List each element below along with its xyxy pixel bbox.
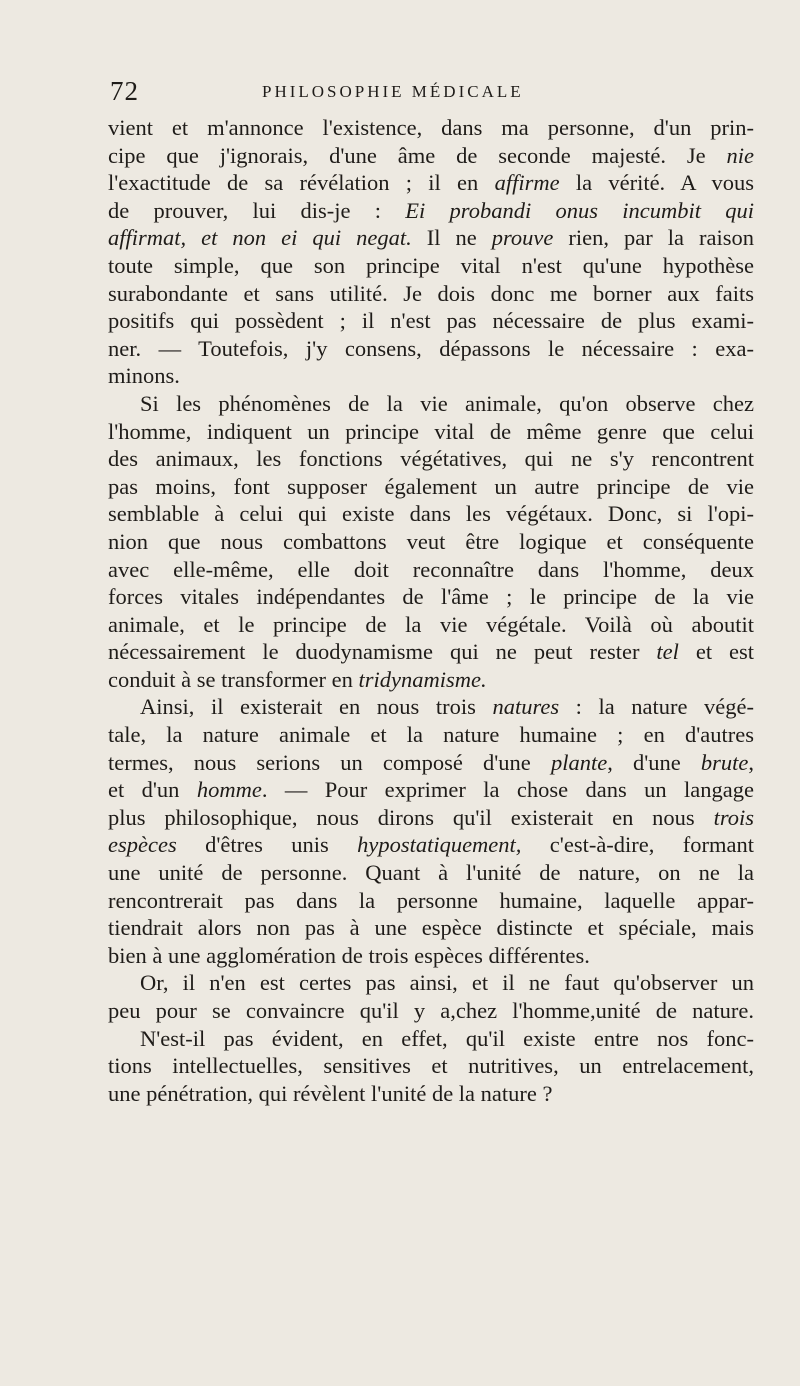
text-segment: minons. <box>108 363 180 389</box>
running-title: PHILOSOPHIE MÉDICALE <box>262 82 524 101</box>
text-line <box>108 611 754 639</box>
text-segment: toute simple, que son principe vital n'est qu'une hypothèse <box>108 252 754 278</box>
text-segment: l'homme, indiquent un principe vital de même genre que celui <box>108 418 754 444</box>
text-line <box>108 583 754 611</box>
italic-text: affirme <box>494 170 560 196</box>
italic-text: tel <box>656 639 679 665</box>
text-segment: Il ne <box>411 225 492 251</box>
text-segment: conduit à se transformer en <box>108 666 359 692</box>
italic-text: trois <box>713 804 754 830</box>
body-text <box>108 114 754 1107</box>
italic-text: hypostatiquement, <box>357 832 522 858</box>
text-segment: Or, il n'en est certes pas ainsi, et il ne faut qu'observer un <box>140 970 754 996</box>
text-segment: animale, et le principe de la vie végétale. Voilà où aboutit <box>108 611 754 637</box>
text-line <box>108 556 754 584</box>
text-segment: d'êtres unis <box>176 832 358 858</box>
page-header <box>110 76 754 106</box>
text-line <box>108 1025 754 1053</box>
text-line <box>108 969 754 997</box>
text-segment: . — Pour exprimer la chose dans un langage <box>261 777 754 803</box>
text-line <box>108 721 754 749</box>
italic-text: tridynamisme. <box>358 666 487 692</box>
text-segment: et est <box>678 639 754 665</box>
text-line <box>108 473 754 501</box>
text-line <box>108 335 754 363</box>
italic-text: homme <box>196 777 262 803</box>
text-segment: nécessairement le duodynamisme qui ne peut rester <box>108 639 657 665</box>
text-segment: : la nature végé- <box>559 694 754 720</box>
text-segment: , d'une <box>607 749 701 775</box>
text-line <box>108 1080 754 1108</box>
text-line <box>108 804 754 832</box>
text-segment: semblable à celui qui existe dans les végétaux. Donc, si l'opi- <box>108 501 754 527</box>
text-segment: tions intellectuelles, sensitives et nutritives, un entrelacement, <box>108 1053 754 1079</box>
text-line <box>108 887 754 915</box>
italic-text: natures <box>492 694 560 720</box>
text-segment: c'est-à-dire, formant <box>521 832 754 858</box>
text-line <box>108 169 754 197</box>
text-segment: l'exactitude de sa révélation ; il en <box>108 170 495 196</box>
text-segment: une unité de personne. Quant à l'unité de nature, on ne la <box>108 860 754 886</box>
text-line <box>108 500 754 528</box>
text-segment: ner. — Toutefois, j'y consens, dépassons le nécessaire : exa- <box>108 335 754 361</box>
italic-text: affirmat, et non ei qui negat. <box>108 225 412 251</box>
text-segment: et d'un <box>108 777 197 803</box>
text-line <box>108 252 754 280</box>
text-segment: termes, nous serions un composé d'une <box>108 749 551 775</box>
text-segment: N'est-il pas évident, en effet, qu'il existe entre nos fonc- <box>140 1025 754 1051</box>
text-segment: rien, par la raison <box>553 225 754 251</box>
text-line <box>108 362 754 390</box>
text-segment: cipe que j'ignorais, d'une âme de seconde majesté. Je <box>108 142 727 168</box>
text-segment: , <box>748 749 754 775</box>
italic-text: nie <box>726 142 754 168</box>
text-line <box>108 390 754 418</box>
text-segment: une pénétration, qui révèlent l'unité de la nature ? <box>108 1080 553 1106</box>
text-line <box>108 528 754 556</box>
text-segment: surabondante et sans utilité. Je dois donc me borner aux faits <box>108 280 754 306</box>
text-segment: vient et m'annonce l'existence, dans ma personne, d'un prin- <box>108 115 754 140</box>
text-line <box>108 445 754 473</box>
text-line <box>108 776 754 804</box>
text-segment: pas moins, font supposer également un autre principe de vie <box>108 473 754 499</box>
text-line <box>108 1052 754 1080</box>
text-segment: tale, la nature animale et la nature humaine ; en d'autres <box>108 722 754 748</box>
text-segment: positifs qui possèdent ; il n'est pas nécessaire de plus exami- <box>108 308 754 334</box>
italic-text: plante <box>550 749 608 775</box>
text-line <box>108 666 754 694</box>
text-line <box>108 224 754 252</box>
page-number: 72 <box>110 76 139 106</box>
text-line <box>108 942 754 970</box>
italic-text: prouve <box>491 225 554 251</box>
text-line <box>108 997 754 1025</box>
text-segment: Ainsi, il existerait en nous trois <box>140 694 493 720</box>
text-segment: avec elle-même, elle doit reconnaître dans l'homme, deux <box>108 556 754 582</box>
italic-text: espèces <box>108 832 177 858</box>
text-line <box>108 307 754 335</box>
text-line <box>108 418 754 446</box>
text-line <box>108 749 754 777</box>
italic-text: Ei probandi onus incumbit qui <box>405 197 754 223</box>
text-line <box>108 859 754 887</box>
text-segment: bien à une agglomération de trois espèces différentes. <box>108 942 590 968</box>
text-line <box>108 197 754 225</box>
text-line <box>108 280 754 308</box>
text-segment: Si les phénomènes de la vie animale, qu'on observe chez <box>140 390 754 416</box>
text-segment: forces vitales indépendantes de l'âme ; le principe de la vie <box>108 584 754 610</box>
text-line <box>108 693 754 721</box>
text-segment: des animaux, les fonctions végétatives, qui ne s'y rencontrent <box>108 446 754 472</box>
text-segment: tiendrait alors non pas à une espèce distincte et spéciale, mais <box>108 915 754 941</box>
text-line <box>108 638 754 666</box>
text-segment: de prouver, lui dis-je : <box>108 197 406 223</box>
text-line <box>108 114 754 142</box>
italic-text: brute <box>700 749 749 775</box>
text-line <box>108 831 754 859</box>
text-line <box>108 142 754 170</box>
text-line <box>108 914 754 942</box>
text-segment: nion que nous combattons veut être logique et conséquente <box>108 528 754 554</box>
text-segment: rencontrerait pas dans la personne humaine, laquelle appar- <box>108 887 754 913</box>
text-segment: peu pour se convaincre qu'il y a,chez l'homme,unité de nature. <box>108 998 754 1023</box>
text-segment: plus philosophique, nous dirons qu'il existerait en nous <box>108 804 714 830</box>
text-segment: la vérité. A vous <box>559 170 754 196</box>
